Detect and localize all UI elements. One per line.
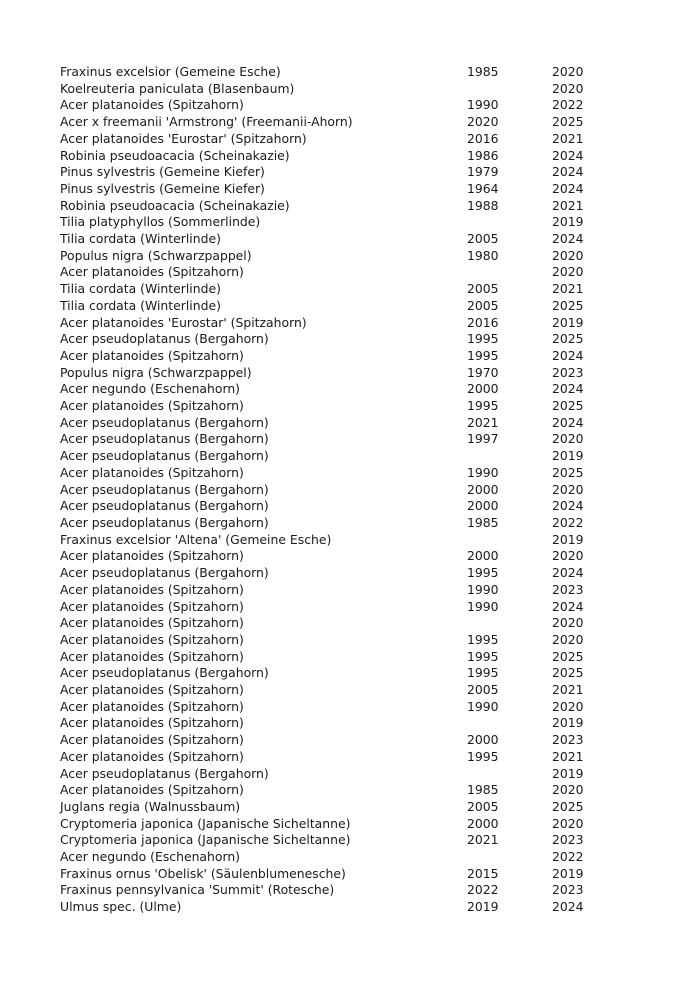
planting-year-cell	[467, 81, 552, 98]
year-cell: 2019	[552, 448, 584, 464]
planting-year-cell: 1986	[467, 147, 499, 163]
species-cell: Populus nigra (Schwarzpappel)	[60, 364, 252, 380]
planting-year-cell: 2005	[467, 297, 499, 313]
table-row	[60, 365, 600, 382]
species-cell: Acer pseudoplatanus (Bergahorn)	[60, 414, 269, 430]
planting-year-cell: 2015	[467, 865, 499, 881]
species-cell: Acer pseudoplatanus (Bergahorn)	[60, 431, 269, 447]
planting-year-cell	[467, 448, 552, 465]
species-cell: Acer platanoides (Spitzahorn)	[60, 398, 244, 414]
year-cell: 2019	[552, 715, 584, 731]
year-cell: 2020	[552, 782, 584, 798]
planting-year-cell: 1990	[467, 581, 499, 597]
year-cell: 2020	[552, 247, 584, 263]
species-cell: Acer pseudoplatanus (Bergahorn)	[60, 665, 269, 681]
species-cell: Tilia cordata (Winterlinde)	[60, 297, 221, 313]
year-cell: 2023	[552, 882, 584, 898]
species-cell: Acer platanoides (Spitzahorn)	[60, 631, 244, 647]
species-cell: Tilia cordata (Winterlinde)	[60, 281, 221, 297]
year-cell: 2024	[552, 347, 584, 363]
year-cell: 2020	[552, 698, 584, 714]
table-row	[60, 632, 600, 649]
table-row	[60, 782, 600, 799]
table-row	[60, 615, 600, 632]
year-cell: 2021	[552, 130, 584, 146]
planting-year-cell: 1964	[467, 180, 499, 196]
planting-year-cell: 2000	[467, 481, 499, 497]
table-row	[60, 381, 600, 398]
table-row	[60, 665, 600, 682]
table-row	[60, 849, 600, 866]
year-cell: 2021	[552, 748, 584, 764]
table-row	[60, 298, 600, 315]
year-cell: 2022	[552, 849, 584, 865]
species-cell: Acer platanoides 'Eurostar' (Spitzahorn)	[60, 314, 307, 330]
species-cell: Koelreuteria paniculata (Blasenbaum)	[60, 80, 295, 96]
species-cell: Acer platanoides (Spitzahorn)	[60, 581, 244, 597]
planting-year-cell: 2016	[467, 314, 499, 330]
table-row	[60, 548, 600, 565]
year-cell: 2025	[552, 297, 584, 313]
planting-year-cell: 1988	[467, 197, 499, 213]
planting-year-cell: 1995	[467, 631, 499, 647]
species-cell: Acer x freemanii 'Armstrong' (Freemanii-Ahorn)	[60, 114, 353, 130]
year-cell: 2019	[552, 314, 584, 330]
planting-year-cell: 1985	[467, 514, 499, 530]
year-cell: 2024	[552, 565, 584, 581]
table-row	[60, 181, 600, 198]
year-cell: 2019	[552, 531, 584, 547]
table-row	[60, 264, 600, 281]
planting-year-cell: 1995	[467, 331, 499, 347]
table-row	[60, 97, 600, 114]
species-cell: Acer pseudoplatanus (Bergahorn)	[60, 498, 269, 514]
planting-year-cell	[467, 615, 552, 632]
table-row	[60, 882, 600, 899]
year-cell: 2024	[552, 381, 584, 397]
species-cell: Acer platanoides (Spitzahorn)	[60, 464, 244, 480]
table-row	[60, 431, 600, 448]
year-cell: 2024	[552, 147, 584, 163]
table-row	[60, 331, 600, 348]
planting-year-cell: 1995	[467, 347, 499, 363]
species-cell: Ulmus spec. (Ulme)	[60, 899, 182, 915]
planting-year-cell	[467, 532, 552, 549]
table-row	[60, 749, 600, 766]
planting-year-cell: 2005	[467, 682, 499, 698]
planting-year-cell: 1985	[467, 64, 499, 79]
species-cell: Tilia platyphyllos (Sommerlinde)	[60, 214, 261, 230]
species-cell: Juglans regia (Walnussbaum)	[60, 798, 241, 814]
planting-year-cell: 2000	[467, 815, 499, 831]
table-row	[60, 582, 600, 599]
year-cell: 2024	[552, 498, 584, 514]
year-cell: 2024	[552, 414, 584, 430]
year-cell: 2025	[552, 114, 584, 130]
year-cell: 2020	[552, 264, 584, 280]
year-cell: 2024	[552, 164, 584, 180]
planting-year-cell: 1990	[467, 464, 499, 480]
planting-year-cell: 2000	[467, 381, 499, 397]
planting-year-cell	[467, 715, 552, 732]
species-cell: Acer platanoides (Spitzahorn)	[60, 347, 244, 363]
year-cell: 2023	[552, 364, 584, 380]
species-cell: Acer pseudoplatanus (Bergahorn)	[60, 765, 269, 781]
year-cell: 2024	[552, 231, 584, 247]
year-cell: 2019	[552, 214, 584, 230]
table-row	[60, 766, 600, 783]
table-row	[60, 699, 600, 716]
year-cell: 2019	[552, 765, 584, 781]
species-cell: Acer platanoides (Spitzahorn)	[60, 732, 244, 748]
tree-list-table	[60, 64, 600, 916]
table-row	[60, 198, 600, 215]
species-cell: Fraxinus ornus 'Obelisk' (Säulenblumenesche)	[60, 865, 346, 881]
table-row	[60, 732, 600, 749]
table-row	[60, 866, 600, 883]
table-row	[60, 448, 600, 465]
tree-list-body	[60, 64, 600, 916]
planting-year-cell: 2005	[467, 281, 499, 297]
year-cell: 2025	[552, 331, 584, 347]
planting-year-cell: 1995	[467, 398, 499, 414]
planting-year-cell: 1980	[467, 247, 499, 263]
planting-year-cell: 2005	[467, 798, 499, 814]
planting-year-cell: 1995	[467, 648, 499, 664]
species-cell: Acer platanoides (Spitzahorn)	[60, 264, 244, 280]
planting-year-cell: 2022	[467, 882, 499, 898]
planting-year-cell: 1970	[467, 364, 499, 380]
species-cell: Acer platanoides (Spitzahorn)	[60, 748, 244, 764]
year-cell: 2024	[552, 598, 584, 614]
table-row	[60, 81, 600, 98]
species-cell: Robinia pseudoacacia (Scheinakazie)	[60, 147, 290, 163]
year-cell: 2020	[552, 548, 584, 564]
species-cell: Acer negundo (Eschenahorn)	[60, 849, 241, 865]
species-cell: Acer platanoides (Spitzahorn)	[60, 97, 244, 113]
planting-year-cell: 1995	[467, 748, 499, 764]
planting-year-cell: 1990	[467, 598, 499, 614]
year-cell: 2025	[552, 665, 584, 681]
year-cell: 2021	[552, 281, 584, 297]
planting-year-cell: 2000	[467, 548, 499, 564]
species-cell: Fraxinus pennsylvanica 'Summit' (Rotesche)	[60, 882, 335, 898]
year-cell: 2020	[552, 631, 584, 647]
planting-year-cell: 2016	[467, 130, 499, 146]
species-cell: Acer pseudoplatanus (Bergahorn)	[60, 448, 269, 464]
year-cell: 2025	[552, 398, 584, 414]
species-cell: Acer platanoides (Spitzahorn)	[60, 548, 244, 564]
species-cell: Cryptomeria japonica (Japanische Sicheltanne)	[60, 815, 351, 831]
species-cell: Acer pseudoplatanus (Bergahorn)	[60, 514, 269, 530]
year-cell: 2023	[552, 581, 584, 597]
year-cell: 2025	[552, 464, 584, 480]
planting-year-cell: 2020	[467, 114, 499, 130]
table-row	[60, 498, 600, 515]
planting-year-cell	[467, 849, 552, 866]
year-cell: 2020	[552, 815, 584, 831]
year-cell: 2022	[552, 97, 584, 113]
species-cell: Acer platanoides (Spitzahorn)	[60, 682, 244, 698]
species-cell: Fraxinus excelsior (Gemeine Esche)	[60, 64, 281, 79]
year-cell: 2020	[552, 615, 584, 631]
table-row	[60, 649, 600, 666]
planting-year-cell: 1990	[467, 698, 499, 714]
planting-year-cell: 1997	[467, 431, 499, 447]
species-cell: Acer platanoides (Spitzahorn)	[60, 698, 244, 714]
table-row	[60, 832, 600, 849]
year-cell: 2025	[552, 798, 584, 814]
table-row	[60, 482, 600, 499]
planting-year-cell: 2000	[467, 732, 499, 748]
year-cell: 2023	[552, 832, 584, 848]
planting-year-cell	[467, 264, 552, 281]
table-row	[60, 315, 600, 332]
table-row	[60, 682, 600, 699]
species-cell: Robinia pseudoacacia (Scheinakazie)	[60, 197, 290, 213]
table-row	[60, 715, 600, 732]
species-cell: Pinus sylvestris (Gemeine Kiefer)	[60, 164, 265, 180]
table-row	[60, 64, 600, 81]
table-row	[60, 465, 600, 482]
planting-year-cell: 2019	[467, 899, 499, 915]
species-cell: Acer platanoides (Spitzahorn)	[60, 648, 244, 664]
table-row	[60, 899, 600, 916]
year-cell: 2019	[552, 865, 584, 881]
species-cell: Fraxinus excelsior 'Altena' (Gemeine Esche)	[60, 531, 332, 547]
year-cell: 2024	[552, 899, 584, 915]
species-cell: Tilia cordata (Winterlinde)	[60, 231, 221, 247]
year-cell: 2022	[552, 514, 584, 530]
planting-year-cell	[467, 766, 552, 783]
table-row	[60, 816, 600, 833]
table-row	[60, 532, 600, 549]
species-cell: Acer pseudoplatanus (Bergahorn)	[60, 331, 269, 347]
table-row	[60, 348, 600, 365]
year-cell: 2020	[552, 64, 584, 79]
species-cell: Acer platanoides (Spitzahorn)	[60, 615, 244, 631]
table-row	[60, 398, 600, 415]
species-cell: Cryptomeria japonica (Japanische Sicheltanne)	[60, 832, 351, 848]
species-cell: Acer platanoides (Spitzahorn)	[60, 715, 244, 731]
year-cell: 2021	[552, 197, 584, 213]
planting-year-cell: 1985	[467, 782, 499, 798]
planting-year-cell	[467, 214, 552, 231]
planting-year-cell: 2021	[467, 832, 499, 848]
species-cell: Pinus sylvestris (Gemeine Kiefer)	[60, 180, 265, 196]
year-cell: 2020	[552, 481, 584, 497]
planting-year-cell: 2000	[467, 498, 499, 514]
planting-year-cell: 1990	[467, 97, 499, 113]
species-cell: Acer platanoides (Spitzahorn)	[60, 598, 244, 614]
species-cell: Acer pseudoplatanus (Bergahorn)	[60, 481, 269, 497]
planting-year-cell: 2021	[467, 414, 499, 430]
table-row	[60, 515, 600, 532]
year-cell: 2023	[552, 732, 584, 748]
table-row	[60, 565, 600, 582]
table-row	[60, 214, 600, 231]
year-cell: 2020	[552, 80, 584, 96]
table-row	[60, 131, 600, 148]
species-cell: Acer platanoides 'Eurostar' (Spitzahorn)	[60, 130, 307, 146]
year-cell: 2020	[552, 431, 584, 447]
planting-year-cell: 1995	[467, 565, 499, 581]
table-row	[60, 281, 600, 298]
table-row	[60, 799, 600, 816]
table-row	[60, 599, 600, 616]
year-cell: 2021	[552, 682, 584, 698]
table-row	[60, 415, 600, 432]
planting-year-cell: 2005	[467, 231, 499, 247]
planting-year-cell: 1995	[467, 665, 499, 681]
table-row	[60, 231, 600, 248]
species-cell: Populus nigra (Schwarzpappel)	[60, 247, 252, 263]
table-row	[60, 248, 600, 265]
year-cell: 2025	[552, 648, 584, 664]
species-cell: Acer platanoides (Spitzahorn)	[60, 782, 244, 798]
table-row	[60, 148, 600, 165]
table-row	[60, 114, 600, 131]
planting-year-cell: 1979	[467, 164, 499, 180]
year-cell: 2024	[552, 180, 584, 196]
species-cell: Acer negundo (Eschenahorn)	[60, 381, 241, 397]
species-cell: Acer pseudoplatanus (Bergahorn)	[60, 565, 269, 581]
table-row	[60, 164, 600, 181]
